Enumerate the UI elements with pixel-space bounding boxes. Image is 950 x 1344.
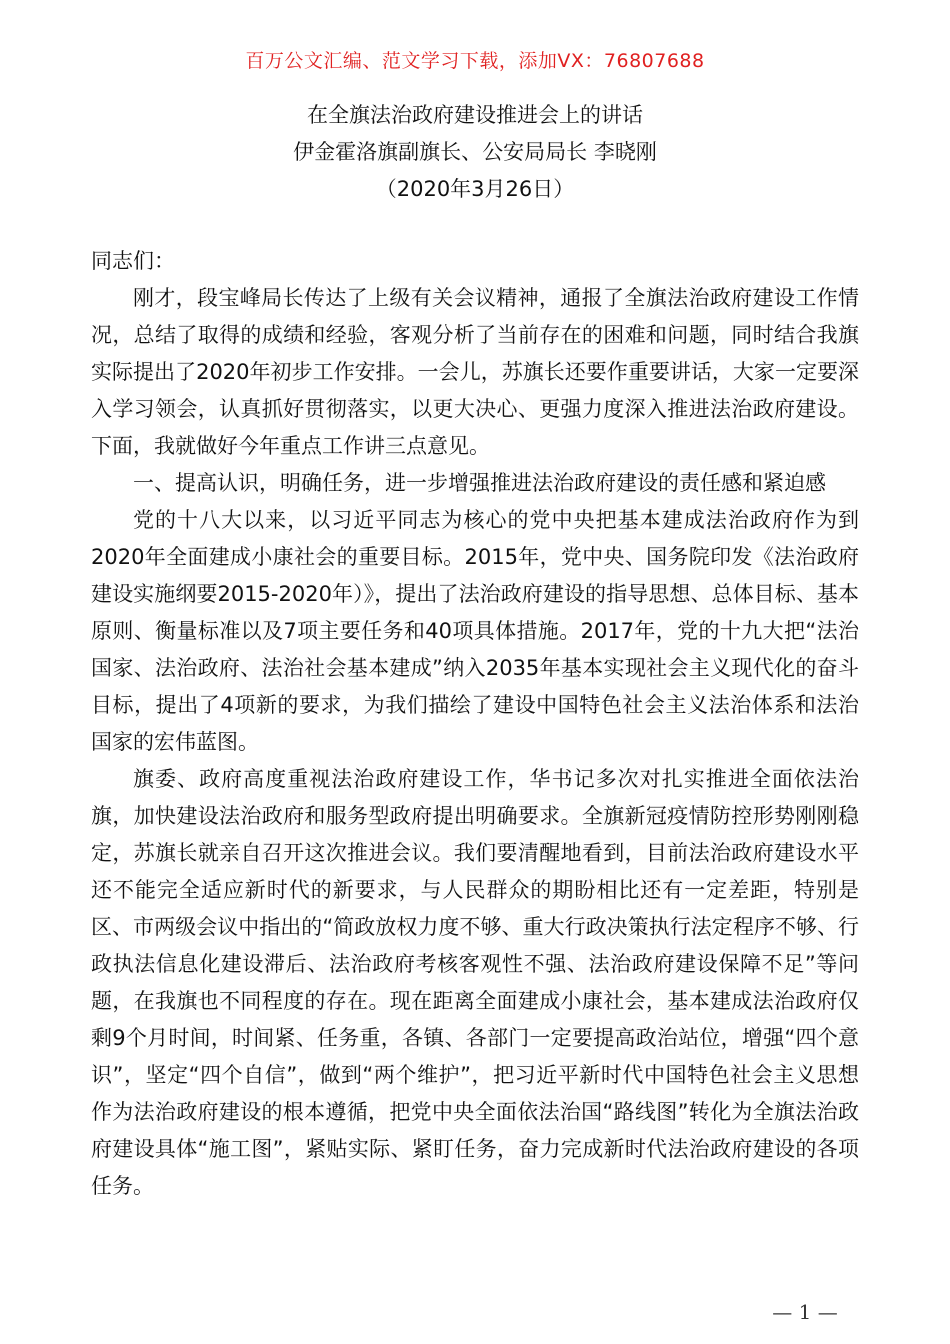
- document-title: 在全旗法治政府建设推进会上的讲话: [307, 103, 643, 127]
- salutation: 同志们：: [91, 249, 175, 273]
- page-number: — 1 —: [772, 1300, 838, 1324]
- paragraph-background: 党的十八大以来，以习近平同志为核心的党中央把基本建成法治政府作为到2020年全面建成小康社会的重要目标。2015年，党中央、国务院印发《法治政府建设实施纲要2015-2020年）》，提出了法治政府建设的指导思想、总体目标、基本原则、衡量标准以及7项主要任务和40项具体措施。2017年，党的十九大把“法治国家、法治政府、法治社会基本建成”纳入2035年基本实现社会主义现代化的奋斗目标，提出了4项新的要求，为我们描绘了建设中国特色社会主义法治体系和法治国家的宏伟蓝图。: [91, 508, 859, 754]
- speech-body: [91, 243, 859, 1205]
- speech-date: （2020年3月26日）: [375, 177, 575, 201]
- paragraph-local-situation: 旗委、政府高度重视法治政府建设工作，华书记多次对扎实推进全面依法治旗，加快建设法治政府和服务型政府提出明确要求。全旗新冠疫情防控形势刚刚稳定，苏旗长就亲自召开这次推进会议。我们要清醒地看到，目前法治政府建设水平还不能完全适应新时代的新要求，与人民群众的期盼相比还有一定差距，特别是区、市两级会议中指出的“简政放权力度不够、重大行政决策执行法定程序不够、行政执法信息化建设滞后、法治政府考核客观性不强、法治政府建设保障不足”等问题，在我旗也不同程度的存在。现在距离全面建成小康社会，基本建成法治政府仅剩9个月时间，时间紧、任务重，各镇、各部门一定要提高政治站位，增强“四个意识”，坚定“四个自信”，做到“两个维护”，把习近平新时代中国特色社会主义思想作为法治政府建设的根本遵循，把党中央全面依法治国“路线图”转化为全旗法治政府建设具体“施工图”，紧贴实际、紧盯任务，奋力完成新时代法治政府建设的各项任务。: [91, 767, 859, 1198]
- paragraph-intro: 刚才，段宝峰局长传达了上级有关会议精神，通报了全旗法治政府建设工作情况，总结了取得的成绩和经验，客观分析了当前存在的困难和问题，同时结合我旗实际提出了2020年初步工作安排。一会儿，苏旗长还要作重要讲话，大家一定要深入学习领会，认真抓好贯彻落实，以更大决心、更强力度深入推进法治政府建设。下面，我就做好今年重点工作讲三点意见。: [91, 286, 859, 458]
- section-heading-1: 一、提高认识，明确任务，进一步增强推进法治政府建设的责任感和紧迫感: [133, 471, 826, 495]
- document-header: [0, 97, 950, 208]
- speaker-line: 伊金霍洛旗副旗长、公安局局长 李晓刚: [293, 140, 657, 164]
- watermark-banner: 百万公文汇编、范文学习下载，添加VX：76807688: [245, 50, 705, 72]
